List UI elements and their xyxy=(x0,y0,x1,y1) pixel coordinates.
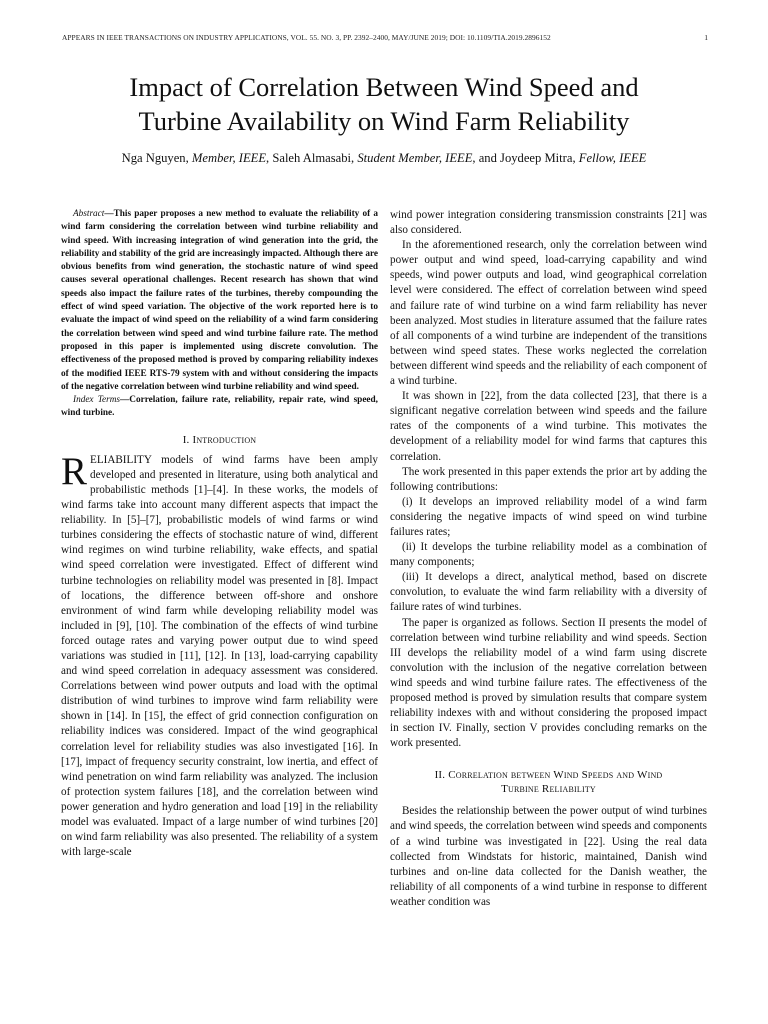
author-2: , Saleh Almasabi, xyxy=(266,151,355,165)
index-terms-text: —Correlation, failure rate, reliability, repair rate, wind speed, wind turbine. xyxy=(61,395,378,419)
page-number: 1 xyxy=(704,33,708,42)
right-paragraph-3: The work presented in this paper extends the prior art by adding the following contributions: xyxy=(390,465,707,493)
intro-paragraph-text: ELIABILITY models of wind farms have been amply developed and presented in literature, using both analytical and probabilistic methods [1]–[4]. In these works, the models of wind farms take into account many different aspects that impact the reliability. In [5]–[7], probabilistic models of wind farms or wind turbines considering the effects of stochastic nature of wind, different wind regimes on wind turbine reliability, wake effects, and spatial wind speed correlation were investigated. Effect of different wind turbine technologies on reliability model was presented in [8]. Impact of locations, the difference between off-shore and onshore environment of wind farm while developing reliability model was included in [9], [10]. The combination of the effects of wind turbine forced outage rates and varying power output due to wind speed variations was studied in [11], [12]. In [13], load-carrying capability and wind speed correlation in adequacy assessment was considered. Correlations between wind power outputs and load with the optimal distribution of wind turbines to improve wind farm reliability were shown in [14]. In [15], the effect of grid connection configuration on reliability indices was considered. Impact of the wind geographical correlation level for reliability studies was also investigated [16]. In [17], impact of frequency security constraint, low inertia, and effect of wind penetration on wind farm reliability was analyzed. The inclusion of protection system failures [18], and the correlation between wind power generation and hydro generation and load [19] in the reliability model was evaluated. Impact of a large number of wind turbines [20] on wind farm reliability was also presented. The reliability of a system with large-scale xyxy=(61,453,378,859)
running-head: APPEARS IN IEEE TRANSACTIONS ON INDUSTRY APPLICATIONS, VOL. 55. NO. 3, PP. 2392–2400, MAY/JUNE 2019; DOI: 10.1109/TIA.2019.2896152 xyxy=(62,33,551,42)
paper-title xyxy=(40,70,728,138)
intro-paragraph xyxy=(61,449,378,861)
section-2-heading-line-1: II. Correlation between Wind Speeds and Wind xyxy=(434,769,663,782)
abstract-text: —This paper proposes a new method to evaluate the reliability of a wind farm considering the correlation between wind turbine reliability and wind speed. With increasing integration of wind generation into the grid, the reliability and stability of the grid are increasingly impacted. Although there are obvious benefits from wind generation, the stochastic nature of wind speed causes several operational challenges. Recent research has shown that wind speeds also impact the failure rates of the turbines, thereby compounding the effect of wind speed variation. The objective of the work reported here is to evaluate the impact of wind speed on the reliability of a wind farm considering the correlation between wind speed and wind turbine failure rate. The method proposed in this paper is implemented using discrete convolution. The effectiveness of the proposed method is proved by comparing reliability indexes of the modified IEEE RTS-79 system with and without considering the impacts of the negative correlation between wind turbine reliability and wind speed. xyxy=(61,209,378,392)
author-1: Nga Nguyen, xyxy=(121,151,189,165)
right-paragraph-1: In the aforementioned research, only the correlation between wind power output and wind speed, load-carrying capability and wind speeds, wind power outputs and load, wind geographical correlation level were considered. The effect of correlation between wind speed and failure rate of wind turbine on a wind farm reliability has never been analyzed. Most studies in literature assumed that the failure rates of all components of a wind turbine are independent of the transitions between wind speed states. These works neglected the correlation between different wind speeds and the reliability of each component of a wind turbine. xyxy=(390,239,707,388)
right-column xyxy=(390,208,707,910)
contribution-2: (ii) It develops the turbine reliability model as a combination of many components; xyxy=(390,541,707,569)
right-paragraph-2: It was shown in [22], from the data collected [23], that there is a significant negative correlation between wind speeds and the failure rates of the components of a wind turbine. This motivates the development of a reliability model for wind farms that captures this correlation. xyxy=(390,390,707,463)
author-3: , and Joydeep Mitra, xyxy=(472,151,576,165)
section-2-heading-line-2: Turbine Reliability xyxy=(501,783,596,796)
author-2-role: Student Member, IEEE xyxy=(357,151,473,165)
abstract xyxy=(61,208,378,394)
author-3-role: Fellow, IEEE xyxy=(578,151,647,165)
author-1-role: Member, IEEE xyxy=(191,151,267,165)
drop-cap: R xyxy=(61,449,88,493)
title-line-1: Impact of Correlation Between Wind Speed and xyxy=(129,72,639,102)
right-paragraph-5: Besides the relationship between the power output of wind turbines and wind speeds, the correlation between wind speeds and components of a wind turbine was investigated in [22]. Using the real data collected from Windstats for historic, maintained, Danish wind turbines and on-line data collected for the Danish weather, the reliability of all components of a wind turbine in response to different weather condition was xyxy=(390,805,707,908)
title-line-2: Turbine Availability on Wind Farm Reliability xyxy=(138,106,630,136)
section-1-heading: I. Introduction xyxy=(182,433,257,446)
index-terms xyxy=(61,394,378,421)
contribution-1: (i) It develops an improved reliability model of a wind farm considering the negative impacts of wind speed on wind turbine failures rates; xyxy=(390,495,707,538)
right-paragraph-4: The paper is organized as follows. Section II presents the model of correlation between wind turbine reliability and wind speeds. Section III develops the reliability model of a wind farm using discrete convolution with the inclusion of the negative correlation between wind speeds and wind turbine failure rates. The effectiveness of the proposed method is proved by simulation results that compare system reliability indexes with and without considering the proposed impact in section IV. Finally, section V provides concluding remarks on the work presented. xyxy=(390,616,707,750)
right-paragraph-0: wind power integration considering transmission constraints [21] was also considered. xyxy=(390,209,707,237)
index-terms-label: Index Terms xyxy=(73,395,121,406)
abstract-label: Abstract xyxy=(73,209,105,219)
left-column xyxy=(61,208,378,860)
author-list xyxy=(40,150,728,166)
contribution-3: (iii) It develops a direct, analytical method, based on discrete convolution, to evaluate the wind farm reliability with a diversity of failure rates of wind turbines. xyxy=(390,571,707,614)
section-2-heading xyxy=(390,768,707,796)
